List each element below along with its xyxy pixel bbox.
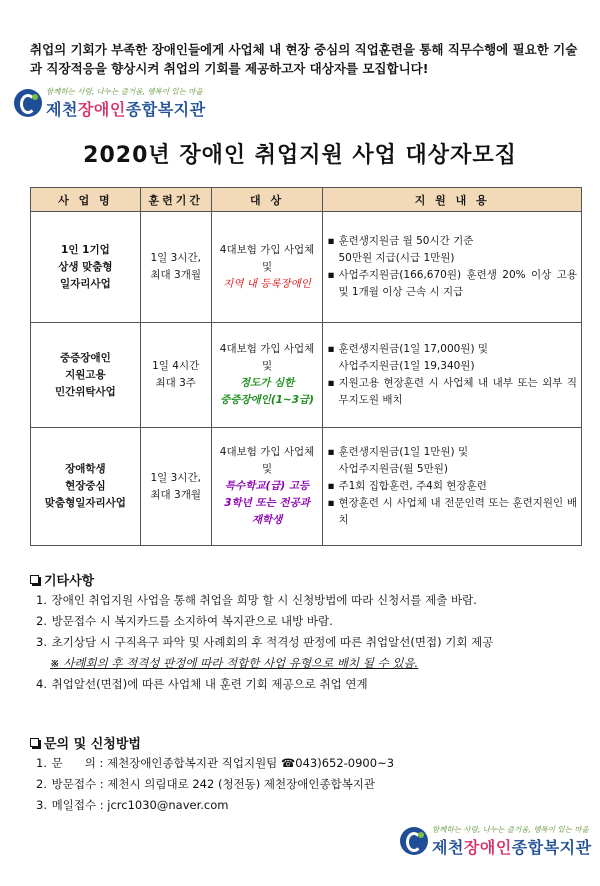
- etc-heading: 기타사항: [30, 570, 94, 589]
- logo-name: 제천장애인종합복지관: [46, 100, 206, 119]
- list-item[interactable]: 3. 메일접수 : jcrc1030@naver.com: [36, 798, 229, 812]
- logo-tagline: 함께하는 사랑, 나누는 즐거움, 행복이 있는 마을: [46, 87, 203, 96]
- logo-mark-icon: [14, 89, 42, 117]
- program-table: [30, 187, 582, 546]
- training-period: 1일 3시간, 최대 3개월: [140, 428, 211, 546]
- table-row: [31, 323, 582, 428]
- list-note: ※ 사례회의 후 적격성 판정에 따라 적합한 사업 유형으로 배치 될 수 있음.: [50, 656, 419, 670]
- program-name: 중증장애인 지원고용 민간위탁사업: [31, 323, 141, 428]
- list-item: 2. 방문접수 시 복지카드를 소지하여 복지관으로 내방 바람.: [36, 614, 333, 628]
- list-item: 1. 문 의 : 제천장애인종합복지관 직업지원팀 ☎043)652-0900~3: [36, 756, 395, 770]
- header-target: 대 상: [211, 188, 323, 212]
- target: 4대보험 가입 사업체 및 지역 내 등록장애인: [211, 212, 323, 323]
- list-item: 4. 취업알선(면접)에 따른 사업체 내 훈련 기회 제공으로 취업 연계: [36, 677, 368, 691]
- table-header-row: [31, 188, 582, 212]
- list-item: 1. 장애인 취업지원 사업을 통해 취업을 희망 할 시 신청방법에 따라 신청서를 제출 바람.: [36, 593, 477, 607]
- support-content: ▪ 훈련생지원금 월 50시간 기준 50만원 지급(시급 1만원) ▪ 사업주지원금(166,670원) 훈련생 20% 이상 고용 및 1개월 이상 근속 시 지급: [323, 212, 582, 323]
- training-period: 1일 3시간, 최대 3개월: [140, 212, 211, 323]
- checkbox-square-icon: [30, 738, 39, 747]
- table-row: [31, 428, 582, 546]
- contact-list: [36, 753, 394, 816]
- table-row: [31, 212, 582, 323]
- logo-tagline: 함께하는 사랑, 나누는 즐거움, 행복이 있는 마을: [432, 825, 589, 834]
- header-program-name: 사 업 명: [31, 188, 141, 212]
- checkbox-square-icon: [30, 575, 39, 584]
- program-name: 장애학생 현장중심 맞춤형일자리사업: [31, 428, 141, 546]
- list-item: 2. 방문접수 : 제천시 의림대로 242 (청전동) 제천장애인종합복지관: [36, 777, 376, 791]
- intro-text: 취업의 기회가 부족한 장애인들에게 사업체 내 현장 중심의 직업훈련을 통해 직무수행에 필요한 기술과 직장적응을 향상시켜 취업의 기회를 제공하고자 대상자를 모집합니다!: [30, 42, 578, 76]
- header-support: 지 원 내 용: [323, 188, 582, 212]
- logo-top: [14, 86, 206, 120]
- support-content: ▪ 훈련생지원금(1일 17,000원) 및 사업주지원금(1일 19,340원) ▪ 지원고용 현장훈련 시 사업체 내 내부 또는 외부 직무지도원 배치: [323, 323, 582, 428]
- target: 4대보험 가입 사업체 및 정도가 심한 중증장애인(1~3급): [211, 323, 323, 428]
- contact-heading: 문의 및 신청방법: [30, 733, 141, 752]
- logo-name: 제천장애인종합복지관: [432, 838, 592, 857]
- logo-bottom: [400, 824, 592, 858]
- list-item: 3. 초기상담 시 구직욕구 파악 및 사례회의 후 적격성 판정에 따른 취업알선(면접) 기회 제공: [36, 635, 494, 649]
- page-title: 2020년 장애인 취업지원 사업 대상자모집: [83, 143, 517, 168]
- program-name: 1인 1기업 상생 맞춤형 일자리사업: [31, 212, 141, 323]
- logo-mark-icon: [400, 827, 428, 855]
- training-period: 1일 4시간 최대 3주: [140, 323, 211, 428]
- header-training-period: 훈련기간: [140, 188, 211, 212]
- etc-list: [36, 590, 493, 695]
- target: 4대보험 가입 사업체 및 특수학교(급) 고등 3학년 또는 전공과 재학생: [211, 428, 323, 546]
- support-content: ▪ 훈련생지원금(1일 1만원) 및 사업주지원금(월 5만원) ▪ 주1회 집합훈련, 주4회 현장훈련 ▪ 현장훈련 시 사업체 내 전문인력 또는 훈련지원인 배치: [323, 428, 582, 546]
